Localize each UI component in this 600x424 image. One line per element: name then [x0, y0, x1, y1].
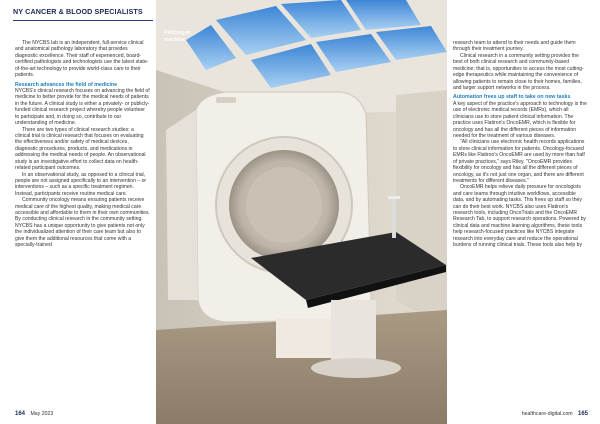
- photo-caption: [164, 30, 191, 43]
- page-number-left: 164: [15, 411, 26, 417]
- right-wall: [396, 90, 447, 330]
- footer-right: [522, 411, 588, 417]
- paragraph: The NYCBS lab is an independent, full-service clinical and anatomical pathology laboratory that provides diagnostic excellence. Their staff of experienced, board-certified pathologists and technologists use the latest state-of-the-art technology to provide world-class care to their patients.: [15, 40, 149, 79]
- footer-left: [15, 411, 53, 417]
- paragraph: Clinical research in a community setting provides the best of both clinical research and community-based medicine; that is, opportunities to access the most cutting-edge therapeutics while maintaining the convenience of allowing patients to remain close to their homes, families, and larger support networks in the process.: [453, 52, 584, 91]
- subheading: Automation frees up staff to take on new tasks: [453, 94, 571, 101]
- site-url: healthcare-digital.com: [521, 411, 573, 417]
- paragraph: A key aspect of the practice's approach to technology is the use of electronic medical records (EMRs), which all clinicians use to store patient clinical information. The practice uses Flatiron's OncoEMR, which is flexible for oncology and has all the different pieces of information needed for the treatment of various diseases.: [453, 100, 587, 139]
- page-number-right: 165: [577, 411, 588, 417]
- paragraph: NYCBS's clinical research focuses on advancing the field of medicine to better provide for the medical needs of patients in the future. A clinical study is either a privately- or publicly-funded clinical research project whereby people volunteer to participate and, in doing so, contribute to our understanding of medicine.: [15, 88, 150, 127]
- paragraph: In an observational study, as opposed to a clinical trial, people are not assigned specifically to an intervention – or interventions – such as a specific treatment regimen. Instead, participants receive routine medical care.: [15, 171, 147, 197]
- treatment-room-photo: [156, 0, 447, 424]
- issue-date: May 2023: [30, 411, 54, 417]
- caption-line: machine: [164, 36, 186, 43]
- subheading: Research advances the field of medicine: [15, 81, 118, 88]
- paragraph: "All clinicians use electronic health records applications to store clinical information for patients. Oncology-focused EMRs like Flatiron's OncoEMR are used by more than half of private practices," says Riley. "OncoEMR provides flexibility for oncology and has all the different pieces of oncology, as it's not just one organ, and there are different treatments for different diseases.": [453, 139, 585, 184]
- paragraph: research team to attend to their needs and guide them through their treatment journey.: [453, 40, 576, 53]
- paragraph: There are two types of clinical research studies: a clinical trial is clinical research that focuses on evaluating the effectiveness and/or safety of medical devices, diagnostic procedures, products, and medications in addressing the medical needs of people. An observational study is an investigative effort to collect data on health-related participant outcomes.: [15, 126, 146, 172]
- caption-line: Patchogue: [164, 30, 191, 36]
- cabinet: [276, 318, 331, 358]
- right-text-column: [453, 40, 588, 249]
- paragraph: Community oncology means ensuring patients receive medical care of the highest quality, making medical care accessible and affordable to them in their own communities. By conducting clinical research in the community setting, NYCBS has a unique opportunity to give patients not only the individualized attention of their care team but also to give them the additional resources that come with a specially-trained: [15, 197, 150, 249]
- header-rule: [13, 20, 153, 21]
- radiotherapy-machine-illustration: [156, 0, 447, 424]
- paragraph: OncoEMR helps relieve daily pressure for oncologists and care teams through intuitive workflows, accessible data, and by automating tasks. This frees up staff so they can do their best work. NYCBS also uses Flatiron's research tools, including OncoTrials and the OncoEMR Research Tab, to support research operations. Powered by clinical data and machine learning algorithms, these tools help research-focused practices like NYCBS integrate research into everyday care and reduce the operational burdens of running clinical trials. These tools also help by: [453, 184, 586, 249]
- section-header: [13, 7, 156, 19]
- left-text-column: [15, 40, 150, 249]
- section-title: NY CANCER & BLOOD SPECIALISTS: [13, 7, 143, 16]
